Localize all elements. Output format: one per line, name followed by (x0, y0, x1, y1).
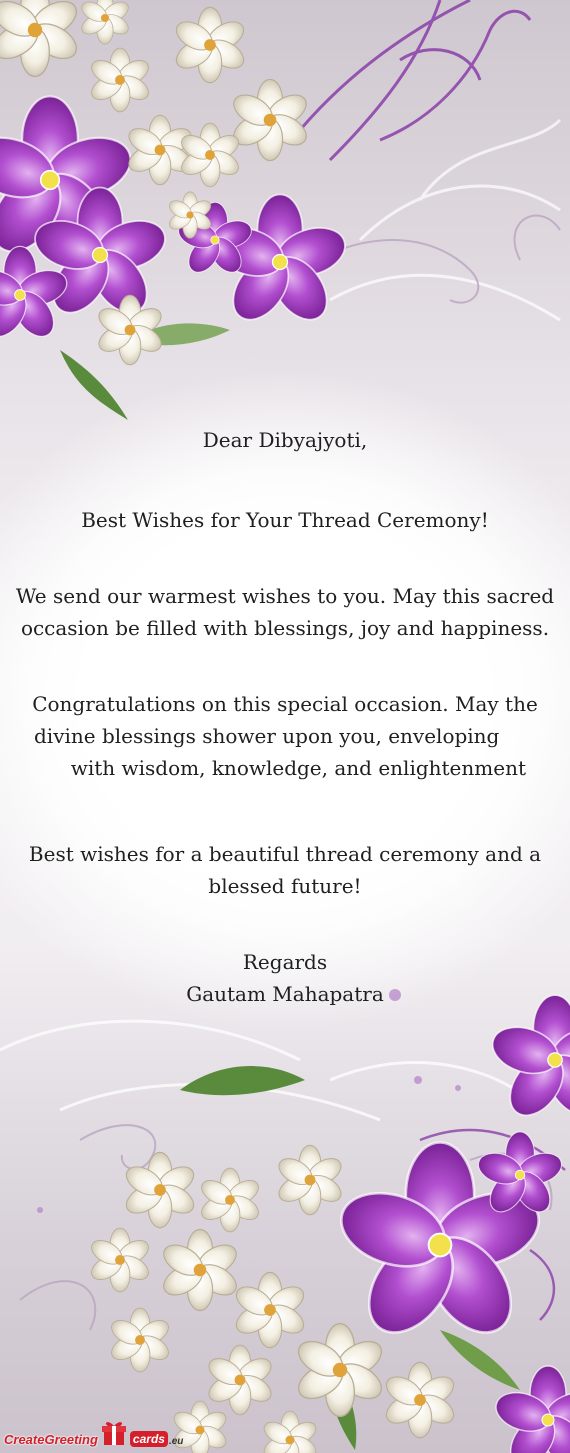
site-logo[interactable] (4, 1415, 183, 1447)
message-paragraph-1 (0, 580, 570, 644)
logo-text-create: CreateGreeting (4, 1432, 98, 1447)
message-line: blessed future! (208, 874, 362, 898)
message-line: Best wishes for a beautiful thread ceremony and a (28, 842, 542, 866)
message-line: Congratulations on this special occasion. May the (32, 692, 538, 716)
card-title: Best Wishes for Your Thread Ceremony! (81, 508, 489, 532)
message-line: occasion be filled with blessings, joy and happiness. (20, 616, 550, 640)
message-line: We send our warmest wishes to you. May this sacred (15, 584, 555, 608)
logo-text-domain: .eu (168, 1436, 184, 1447)
closing-line: Regards (242, 950, 328, 974)
message-paragraph-2 (0, 688, 570, 784)
signature-name: Gautam Mahapatra (186, 982, 384, 1006)
message-line: with wisdom, knowledge, and enlightenment (70, 756, 526, 780)
logo-text-cards: cards (130, 1431, 168, 1447)
greeting-line: Dear Dibyajyoti, (202, 428, 368, 452)
gift-icon (99, 1417, 129, 1447)
message-paragraph-3 (0, 838, 570, 902)
message-line: divine blessings shower upon you, enveloping (34, 724, 500, 748)
